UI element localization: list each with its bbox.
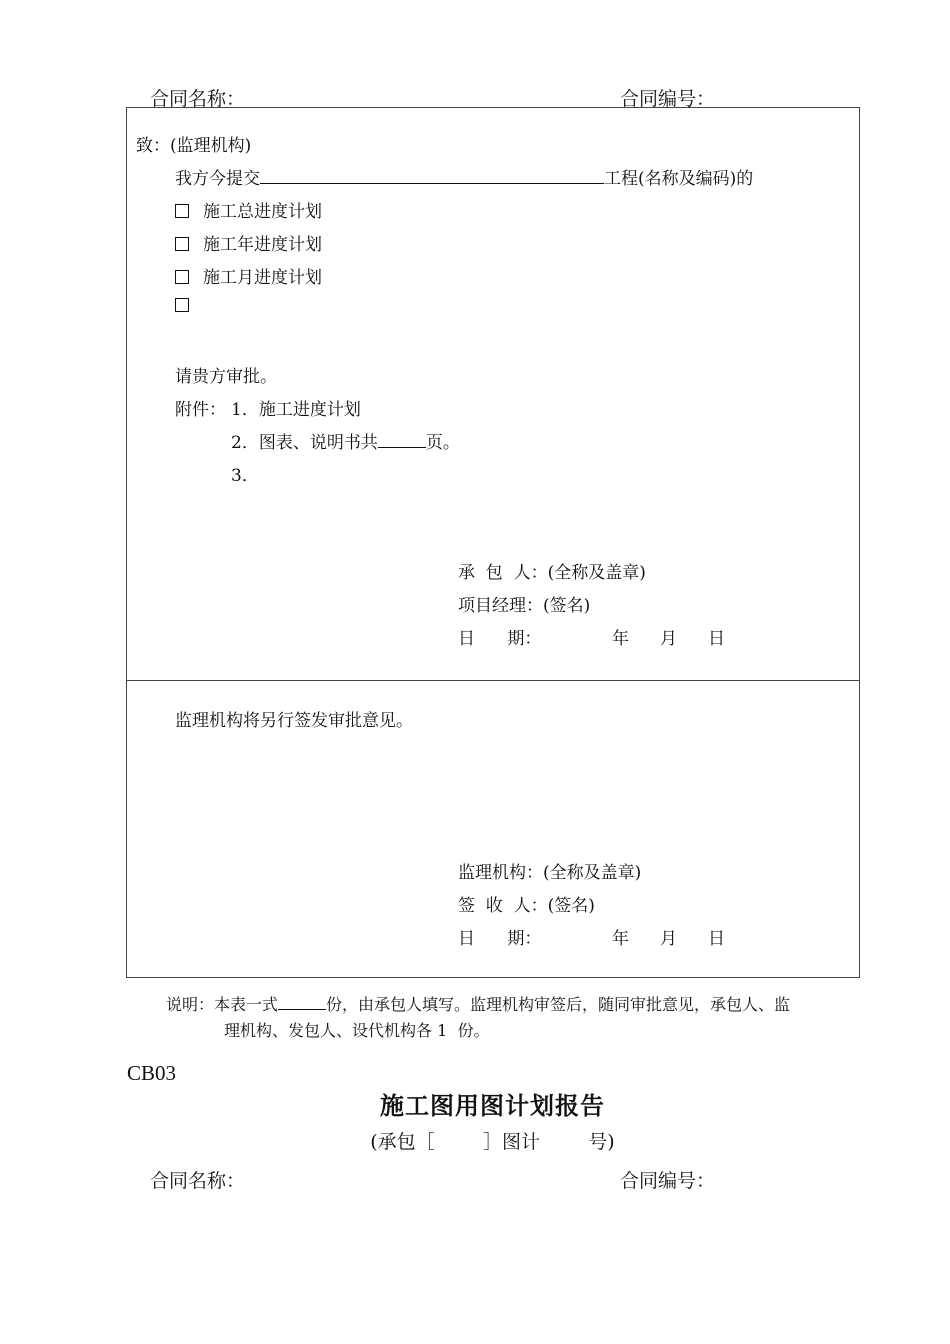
attachment-2	[231, 428, 460, 453]
date-label: 日 期：	[458, 629, 542, 649]
attachment-1: 1．施工进度计划	[231, 400, 361, 420]
page-count-blank[interactable]	[378, 430, 426, 448]
note-line-1	[166, 992, 790, 1015]
supervisor-opinion: 监理机构将另行签发审批意见。	[175, 711, 413, 731]
contract-name-label: 合同名称：	[150, 1170, 246, 1192]
copies-blank[interactable]	[278, 993, 326, 1010]
project-name-blank[interactable]	[260, 166, 604, 184]
checkbox-label: 施工总进度计划	[203, 202, 322, 222]
checkbox-item[interactable]	[175, 263, 322, 288]
submission-line	[175, 164, 753, 189]
project-manager-label: 项目经理：(签名)	[458, 596, 591, 616]
date-label: 日 期：	[458, 929, 542, 949]
contract-no-label: 合同编号：	[620, 88, 716, 110]
checkbox-icon[interactable]	[175, 298, 189, 312]
checkbox-icon[interactable]	[175, 270, 189, 284]
contract-no-label: 合同编号：	[620, 1170, 716, 1192]
date-month: 月	[660, 629, 677, 649]
checkbox-icon[interactable]	[175, 237, 189, 251]
contractor-signature-label: 承 包 人：(全称及盖章)	[458, 563, 646, 583]
attachment-2-suffix: 页。	[425, 433, 460, 453]
receiver-label: 签 收 人：(签名)	[458, 896, 595, 916]
form-title: 施工图用图计划报告	[380, 1091, 605, 1120]
attachment-3: 3．	[231, 466, 259, 486]
attachment-2-prefix: 2．图表、说明书共	[231, 433, 378, 453]
note-prefix: 说明：本表一式	[166, 995, 279, 1014]
checkbox-label: 施工月进度计划	[203, 268, 322, 288]
section-divider	[126, 680, 860, 681]
checkbox-icon[interactable]	[175, 204, 189, 218]
date-year: 年	[612, 629, 629, 649]
date-day: 日	[708, 629, 725, 649]
form-subtitle: (承包［ ］图计 号)	[370, 1131, 615, 1153]
date-month: 月	[660, 929, 677, 949]
addressee-line: 致：(监理机构)	[136, 136, 252, 156]
submission-prefix: 我方今提交	[175, 169, 260, 189]
contract-name-label: 合同名称：	[150, 88, 246, 110]
submission-suffix: 工程(名称及编码)的	[604, 169, 754, 189]
supervisor-signature-label: 监理机构：(全称及盖章)	[458, 863, 642, 883]
date-year: 年	[612, 929, 629, 949]
date-day: 日	[708, 929, 725, 949]
checkbox-item[interactable]	[175, 230, 322, 255]
checkbox-item[interactable]	[175, 197, 322, 222]
note-line-2: 理机构、发包人、设代机构各 1 份。	[224, 1021, 490, 1040]
attachments-label: 附件：	[175, 400, 226, 420]
checkbox-label: 施工年进度计划	[203, 235, 322, 255]
checkbox-item[interactable]	[175, 296, 203, 316]
note-suffix: 份，由承包人填写。监理机构审签后，随同审批意见，承包人、监	[326, 995, 791, 1014]
approval-request: 请贵方审批。	[175, 367, 277, 387]
form-code: CB03	[127, 1061, 177, 1085]
